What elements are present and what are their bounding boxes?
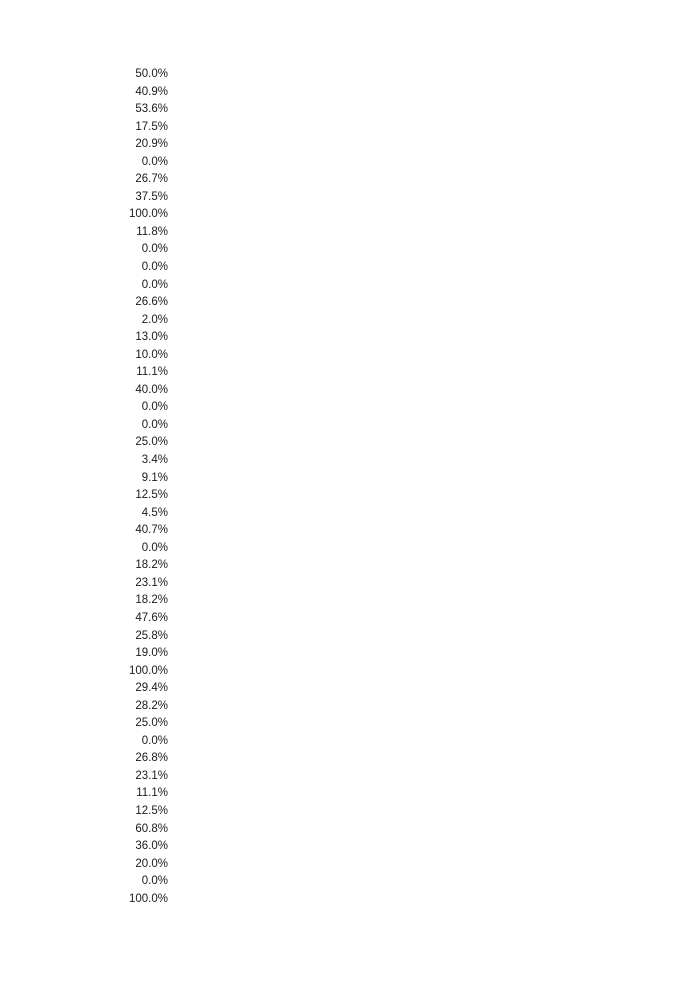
percent-value-cell: 26.8% — [135, 752, 168, 765]
percent-value-cell: 40.7% — [135, 524, 168, 537]
percent-value-cell: 53.6% — [135, 103, 168, 116]
percent-value-cell: 0.0% — [141, 261, 168, 274]
percent-value-cell: 0.0% — [141, 875, 168, 888]
percent-value-cell: 25.8% — [135, 629, 168, 642]
percent-value-cell: 0.0% — [141, 278, 168, 291]
percent-value-cell: 0.0% — [141, 541, 168, 554]
percent-value-cell: 0.0% — [141, 418, 168, 431]
percent-value-cell: 17.5% — [135, 120, 168, 133]
percent-value-cell: 3.4% — [141, 454, 168, 467]
percent-value-column — [0, 66, 168, 908]
percent-value-cell: 11.1% — [136, 366, 168, 379]
percent-value-cell: 2.0% — [141, 313, 168, 326]
percent-value-cell: 0.0% — [141, 155, 168, 168]
percent-value-cell: 100.0% — [128, 208, 168, 221]
percent-value-cell: 23.1% — [135, 769, 168, 782]
percent-value-cell: 0.0% — [141, 734, 168, 747]
percent-value-cell: 37.5% — [135, 190, 168, 203]
percent-value-cell: 18.2% — [135, 559, 168, 572]
percent-value-cell: 18.2% — [135, 594, 168, 607]
percent-value-cell: 9.1% — [141, 471, 168, 484]
percent-value-cell: 40.9% — [135, 85, 168, 98]
percent-value-cell: 12.5% — [135, 804, 168, 817]
percent-value-cell: 13.0% — [135, 331, 168, 344]
percent-value-cell: 29.4% — [135, 682, 168, 695]
percent-value-cell: 28.2% — [135, 699, 168, 712]
percent-value-cell: 0.0% — [141, 243, 168, 256]
percent-value-cell: 100.0% — [128, 892, 168, 905]
percent-value-cell: 10.0% — [135, 348, 168, 361]
percent-value-cell: 20.9% — [135, 138, 168, 151]
percent-value-cell: 11.1% — [136, 787, 168, 800]
percent-value-cell: 0.0% — [141, 401, 168, 414]
percent-value-cell: 26.7% — [135, 173, 168, 186]
percent-value-cell: 19.0% — [135, 647, 168, 660]
percent-value-cell: 23.1% — [135, 576, 168, 589]
percent-value-cell: 12.5% — [135, 489, 168, 502]
percent-value-cell: 50.0% — [135, 68, 168, 80]
percent-value-cell: 60.8% — [135, 822, 168, 835]
percent-value-cell: 100.0% — [128, 664, 168, 677]
percent-value-cell: 36.0% — [135, 840, 168, 853]
percent-value-cell: 25.0% — [135, 717, 168, 730]
percent-value-cell: 20.0% — [135, 857, 168, 870]
percent-value-cell: 11.8% — [136, 225, 168, 238]
percent-value-cell: 40.0% — [135, 383, 168, 396]
percent-value-cell: 26.6% — [135, 296, 168, 309]
percent-value-cell: 4.5% — [141, 506, 168, 519]
percent-value-cell: 25.0% — [135, 436, 168, 449]
percent-value-cell: 47.6% — [135, 611, 168, 624]
